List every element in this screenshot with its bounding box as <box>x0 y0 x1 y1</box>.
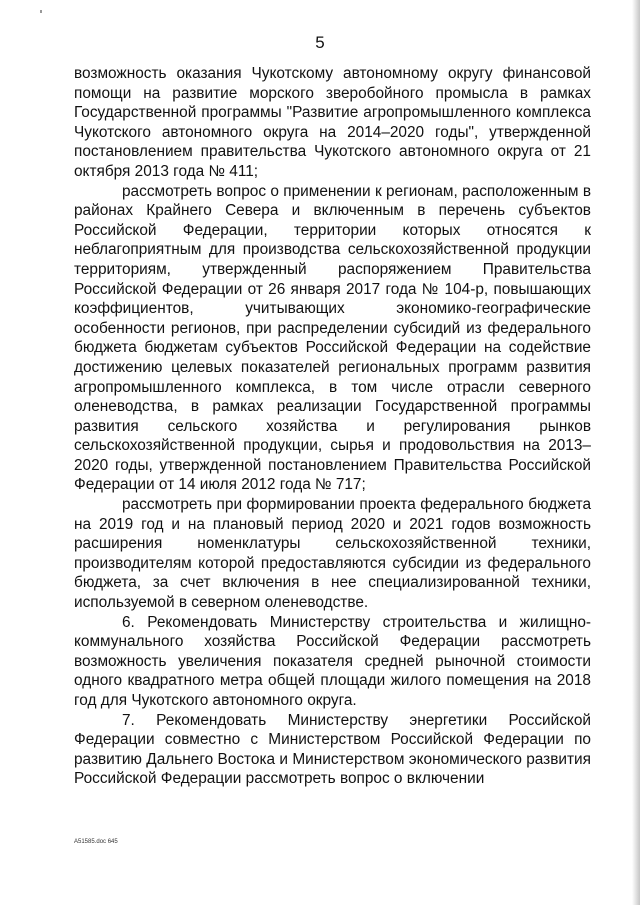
paragraph-item-6-construction: 6. Рекомендовать Министерству строительства и жилищно-коммунального хозяйства Российской Федерации рассмотреть возможность увеличения показателя средней рыночной стоимости одного квадратного метра общей площади жилого помещения на 2018 год для Чукотского автономного округа. <box>74 613 591 709</box>
page-number: 5 <box>315 33 325 52</box>
paragraph-continuation: возможность оказания Чукотскому автономному округу финансовой помощи на развитие морского зверобойного промысла в рамках Государственной программы "Развитие агропромышленного комплекса Чукотского автономного округа на 2014–2020 годы", утвержденной постановлением правительства Чукотского автономного округа от 21 октября 2013 года № 411; <box>74 65 591 180</box>
document-file-code: А51585.doc 645 <box>74 839 118 845</box>
paragraph-federal-budget-machinery: рассмотреть при формировании проекта федерального бюджета на 2019 год и на плановый период 2020 и 2021 годов возможность расширения номенклатуры сельскохозяйственной техники, производителям которой предоставляются субсидии из федерального бюджета, за счет включения в нее специализированной техники, используемой в северном оленеводстве. <box>74 496 591 612</box>
paragraph-item-7-energy: 7. Рекомендовать Министерству энергетики Российской Федерации совместно с Министерством Российской Федерации по развитию Дальнего Востока и Министерством экономического развития Российской Федерации рассмотреть вопрос о включении <box>74 711 591 788</box>
document-body <box>74 64 591 789</box>
paragraph-regional-coefficients: рассмотреть вопрос о применении к регионам, расположенным в районах Крайнего Севера и включенным в перечень субъектов Российской Федерации, территории которых относятся к неблагоприятным для производства сельскохозяйственной продукции территориям, утвержденный распоряжением Правительства Российской Федерации от 26 января 2017 года № 104-р, повышающих коэффициентов, учитывающих экономико-географические особенности регионов, при распределении субсидий из федерального бюджета бюджетам субъектов Российской Федерации на содействие достижению целевых показателей региональных программ развития агропромышленного комплекса, в том числе отрасли северного оленеводства, в рамках реализации Государственной программы развития сельского хозяйства и регулирования рынков сельскохозяйственной продукции, сырья и продовольствия на 2013–2020 годы, утвержденной постановлением Правительства Российской Федерации от 14 июля 2012 года № 717; <box>74 182 591 494</box>
scan-speck <box>40 10 42 13</box>
scan-edge-shadow <box>632 0 640 905</box>
